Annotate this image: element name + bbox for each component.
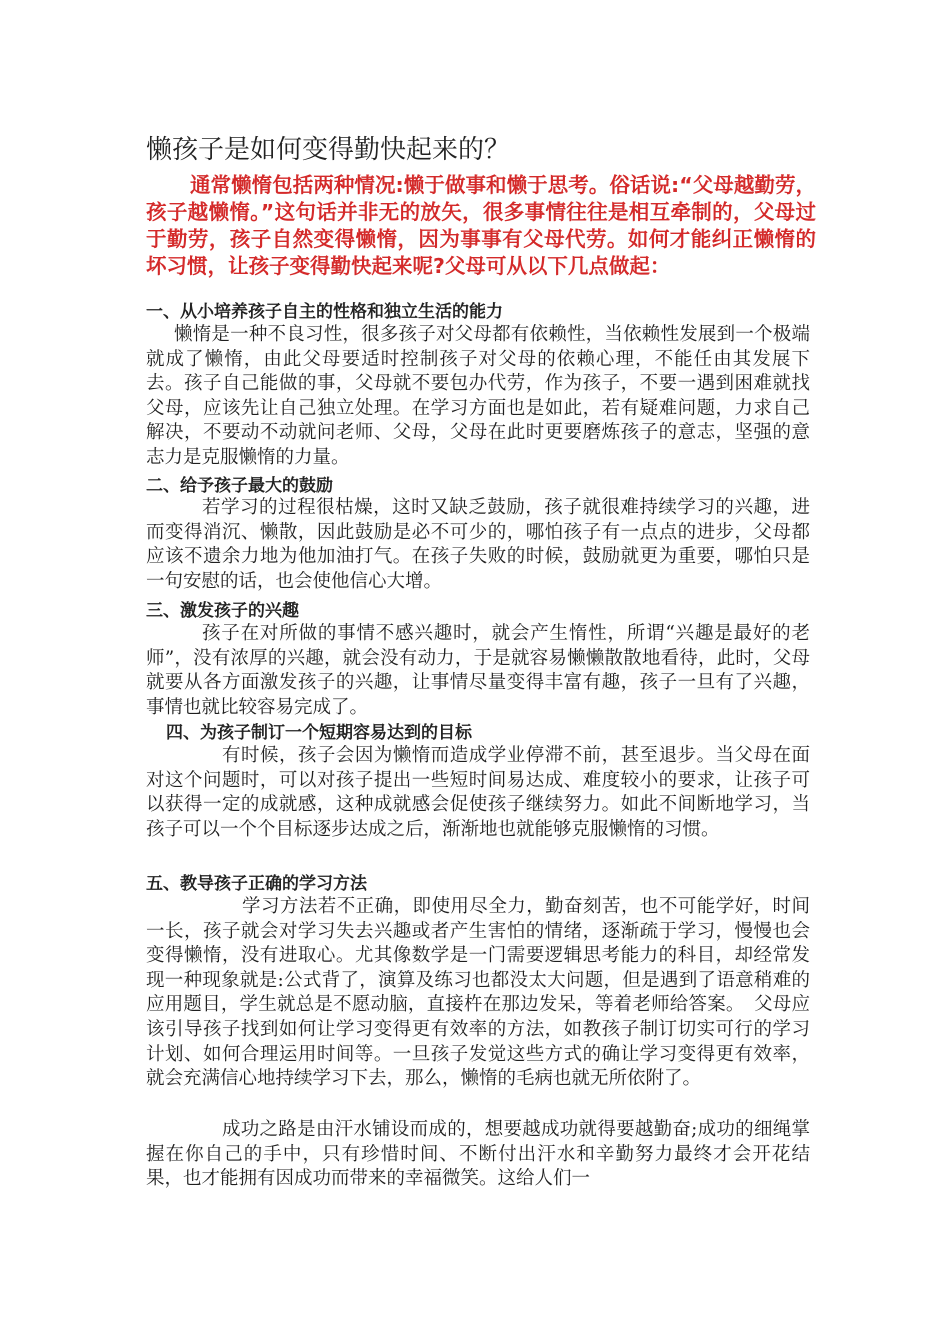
section-4-body: 有时候，孩子会因为懒惰而造成学业停滞不前，甚至退步。当父母在面对这个问题时，可以对孩子提出一些短时间易达成、难度较小的要求，让孩子可以获得一定的成就感，这种成就感会促使孩子继续努力。如此不间断地学习，当孩子可以一个个目标逐步达成之后，渐渐地也就能够克服懒惰的习惯。: [146, 745, 810, 840]
closing-paragraph: 成功之路是由汗水铺设而成的，想要越成功就得要越勤奋;成功的细绳掌握在你自己的手中，只有珍惜时间、不断付出汗水和辛勤努力最终才会开花结果，也才能拥有因成功而带来的幸福微笑。这给人们一: [146, 1119, 810, 1190]
document-title: 懒孩子是如何变得勤快起来的？: [146, 135, 511, 165]
section-5-body: 学习方法若不正确，即使用尽全力，勤奋刻苦，也不可能学好，时间一长，孩子就会对学习失去兴趣或者产生害怕的情绪，逐渐疏于学习，慢慢也会变得懒惰，没有进取心。尤其像数学是一门需要逻辑思考能力的科目，却经常发现一种现象就是:公式背了，演算及练习也都没太大问题，但是遇到了语意稍难的应用题目，学生就总是不愿动脑，直接杵在那边发呆，等着老师给答案。 父母应该引导孩子找到如何让学习变得更有效率的方法，如教孩子制订切实可行的学习计划、如何合理运用时间等。一旦孩子发觉这些方式的确让学习变得更有效率，就会充满信心地持续学习下去，那么，懒惰的毛病也就无所依附了。: [146, 896, 810, 1090]
section-3-heading: 三、激发孩子的兴趣: [146, 601, 299, 621]
section-5-heading: 五、教导孩子正确的学习方法: [146, 874, 367, 894]
section-1-body: 懒惰是一种不良习性，很多孩子对父母都有依赖性，当依赖性发展到一个极端就成了懒惰，由此父母要适时控制孩子对父母的依赖心理，不能任由其发展下去。孩子自己能做的事，父母就不要包办代劳，作为孩子，不要一遇到困难就找父母，应该先让自己独立处理。在学习方面也是如此，若有疑难问题，力求自己解决，不要动不动就问老师、父母，父母在此时更要磨炼孩子的意志，坚强的意志力是克服懒惰的力量。: [146, 324, 810, 468]
section-2-body: 若学习的过程很枯燥，这时又缺乏鼓励，孩子就很难持续学习的兴趣，进而变得消沉、懒散，因此鼓励是必不可少的，哪怕孩子有一点点的进步，父母都应该不遗余力地为他加油打气。在孩子失败的时候，鼓励就更为重要，哪怕只是一句安慰的话，也会使他信心大增。: [146, 497, 810, 592]
section-2-heading: 二、给予孩子最大的鼓励: [146, 476, 333, 496]
intro-paragraph: 通常懒惰包括两种情况:懒于做事和懒于思考。俗话说:“父母越勤劳，孩子越懒惰。”这句话并非无的放矢，很多事情往往是相互牵制的，父母过于勤劳，孩子自然变得懒惰，因为事事有父母代劳。如何才能纠正懒惰的坏习惯，让孩子变得勤快起来呢?父母可从以下几点做起：: [146, 173, 816, 278]
section-1-heading: 一、从小培养孩子自主的性格和独立生活的能力: [146, 302, 503, 322]
section-3-body: 孩子在对所做的事情不感兴趣时，就会产生惰性，所谓“兴趣是最好的老师”，没有浓厚的兴趣，就会没有动力，于是就容易懒懒散散地看待，此时，父母就要从各方面激发孩子的兴趣，让事情尽量变得丰富有趣，孩子一旦有了兴趣，事情也就比较容易完成了。: [146, 623, 810, 718]
section-4-heading: 四、为孩子制订一个短期容易达到的目标: [166, 723, 472, 743]
